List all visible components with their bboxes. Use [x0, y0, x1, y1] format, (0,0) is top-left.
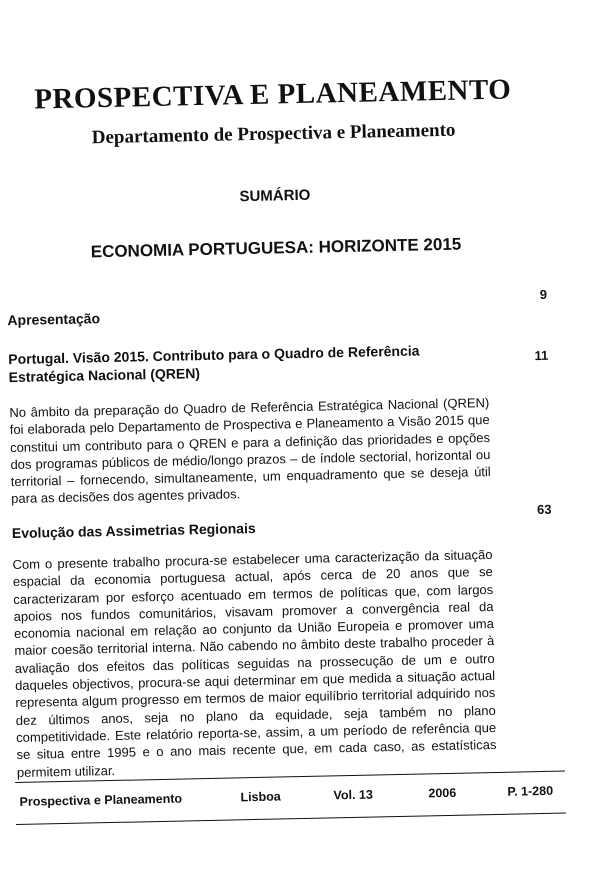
summary-label: SUMÁRIO	[239, 186, 311, 206]
journal-title: PROSPECTIVA E PLANEAMENTO	[33, 73, 512, 116]
toc-entry-abstract: No âmbito da preparação do Quadro de Referência Estratégica Nacional (QREN) foi elaborada pelo Departamento de Prospectiva e Planeamento a Visão 2015 que constitui um contributo para o QREN e para a definição das prioridades e opções dos programas públicos de médio/longo prazos – de índole sectorial, horizontal ou territorial – fornecendo, simultaneamente, um enquadramento que se deseja útil para as decisões dos agentes privados.	[9, 395, 491, 507]
footer-year: 2006	[428, 785, 457, 801]
toc-entry-title: Evolução das Assimetrias Regionais	[11, 519, 256, 542]
footer-place: Lisboa	[240, 789, 281, 805]
toc-entry-abstract: Com o presente trabalho procura-se estabelecer uma caracterização da situação espacial da economia portuguesa actual, após cerca de 20 anos que se caracterizaram por esforço acentuado em termos de políticas que, com largos apoios nos fundos comunitários, visavam promover a convergência real da economia nacional em relação ao conjunto da União Europeia e promover uma maior coesão territorial interna. Não cabendo no âmbito deste trabalho proceder à avaliação dos efeitos das políticas seguidas na prossecução de um e outro daqueles objectivos, procura-se aqui determinar em que medida a situação actual representa algum progresso em termos de maior equilíbrio territorial adquirido nos dez últimos anos, seja no plano da equidade, seja também no plano competitividade. Este relatório reporta-se, assim, a um período de referência que se situa entre 1995 e o ano mais recente que, em cada caso, as estatísticas permitem utilizar.	[12, 546, 497, 780]
footer-pages: P. 1-280	[507, 783, 554, 799]
department-name: Departamento de Prospectiva e Planeamento	[91, 119, 456, 149]
toc-entry-page: 9	[539, 286, 548, 302]
toc-entry-title: Portugal. Visão 2015. Contributo para o Quadro de Referência Estratégica Nacional (QREN)	[8, 342, 420, 386]
toc-entry-page: 63	[536, 501, 552, 518]
footer-volume: Vol. 13	[333, 787, 373, 803]
footer-bottom-rule	[16, 813, 566, 826]
issue-title: ECONOMIA PORTUGUESA: HORIZONTE 2015	[90, 234, 462, 262]
toc-entry-page: 11	[534, 347, 549, 364]
toc-entry-title: Apresentação	[7, 310, 101, 329]
footer-journal: Prospectiva e Planeamento	[19, 791, 183, 809]
